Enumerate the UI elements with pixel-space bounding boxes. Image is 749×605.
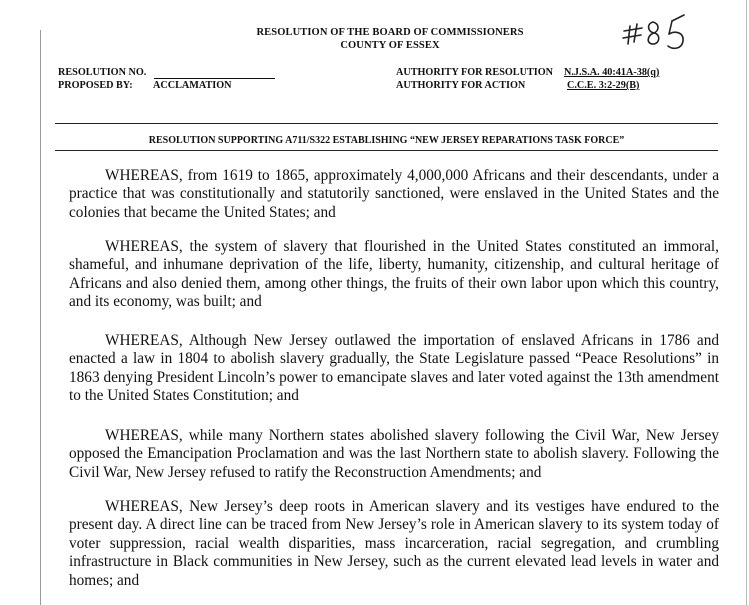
proposed-by-value: ACCLAMATION — [153, 80, 232, 91]
whereas-paragraph-4: WHEREAS, while many Northern states abolished slavery following the Civil War, New Jersey opposed the Emancipation Proclamation and was the last Northern state to abolish slavery. Following the Civil War, New Jersey refused to ratify the Reconstruction Amendments; and — [69, 427, 719, 481]
resolution-no-label: RESOLUTION NO. — [58, 67, 147, 78]
whereas-paragraph-1: WHEREAS, from 1619 to 1865, approximately 4,000,000 Africans and their descendants, under a practice that was constitutionally and statutorily sanctioned, were enslaved in the United States and the colonies that became the United States; and — [69, 167, 719, 221]
proposed-by-label: PROPOSED BY: — [58, 80, 133, 91]
board-title: RESOLUTION OF THE BOARD OF COMMISSIONERS — [256, 27, 524, 38]
county-title: COUNTY OF ESSEX — [340, 40, 440, 51]
header-divider — [55, 123, 718, 124]
handwritten-resolution-number — [622, 12, 694, 56]
authority-resolution-label: AUTHORITY FOR RESOLUTION — [396, 67, 553, 78]
resolution-no-blank — [154, 78, 275, 79]
authority-action-label: AUTHORITY FOR ACTION — [396, 80, 526, 91]
whereas-paragraph-3: WHEREAS, Although New Jersey outlawed the importation of enslaved Africans in 1786 and enacted a law in 1804 to abolish slavery gradually, the State Legislature passed “Peace Resolutions” in 1863 denying President Lincoln’s power to emancipate slaves and later voted against the 13th amendment to the United States Constitution; and — [69, 332, 719, 405]
whereas-paragraph-5: WHEREAS, New Jersey’s deep roots in American slavery and its vestiges have endured to the present day. A direct line can be traced from New Jersey’s role in American slavery to its system today of voter suppression, racial wealth disparities, mass incarceration, racial segregation, and crumbling infrastructure in Black communities in New Jersey, such as the current elevated lead levels in water and homes; and — [69, 498, 719, 589]
subject-underline — [55, 150, 718, 151]
resolution-subject: RESOLUTION SUPPORTING A711/S322 ESTABLISHING “NEW JERSEY REPARATIONS TASK FORCE” — [148, 135, 625, 146]
authority-resolution-value: N.J.S.A. 40:41A-38(q) — [564, 67, 660, 78]
whereas-paragraph-2: WHEREAS, the system of slavery that flourished in the United States constituted an immoral, shameful, and inhumane deprivation of the life, liberty, humanity, citizenship, and cultural heritage of Africans and also denied them, among other things, the fruits of their own labor upon which this country, and its economy, was built; and — [69, 238, 719, 311]
right-edge-rule — [746, 0, 747, 605]
authority-action-value: C.C.E. 3:2-29(B) — [567, 80, 640, 91]
left-margin-rule — [40, 30, 41, 605]
